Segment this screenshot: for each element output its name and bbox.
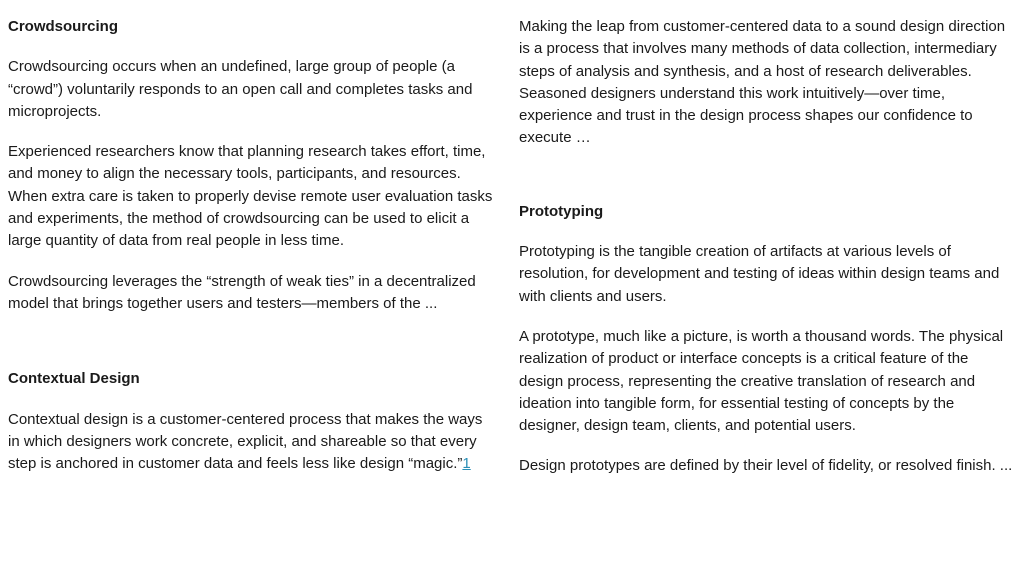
crowdsourcing-paragraph-2: Experienced researchers know that planning research takes effort, time, and money to align the necessary tools, participants, and resources. When extra care is taken to properly devise remote user evaluation tasks and experiments, the method of crowdsourcing can be used to elicit a large quantity of data from real people in less time.: [8, 143, 493, 250]
contextual-design-text: Contextual design is a customer-centered process that makes the ways in which designers work concrete, explicit, and shareable so that every step is anchored in customer data and feels less like design “magic.”: [8, 410, 483, 473]
section-spacer: [8, 315, 498, 368]
prototyping-paragraph-3: Design prototypes are defined by their level of fidelity, or resolved finish. ...: [519, 457, 1013, 475]
footnote-link[interactable]: 1: [462, 455, 471, 473]
prototyping-section: [519, 201, 1014, 478]
contextual-design-paragraph: [8, 409, 498, 476]
crowdsourcing-paragraph-1: Crowdsourcing occurs when an undefined, large group of people (a “crowd”) voluntarily responds to an open call and completes tasks and microprojects.: [8, 58, 473, 120]
crowdsourcing-section: [8, 16, 498, 315]
prototyping-heading: Prototyping: [519, 202, 604, 220]
section-spacer: [519, 150, 1014, 201]
contextual-design-heading: Contextual Design: [8, 370, 140, 388]
prototyping-paragraph-2: A prototype, much like a picture, is worth a thousand words. The physical realization of product or interface concepts is a critical feature of the design process, representing the creative translation of research and ideation into tangible form, for essential testing of concepts by the designer, design team, clients, and potential users.: [519, 327, 1004, 435]
contextual-design-section: [8, 368, 498, 475]
crowdsourcing-heading: Crowdsourcing: [8, 18, 119, 35]
prototyping-paragraph-1: Prototyping is the tangible creation of artifacts at various levels of resolution, for development and testing of ideas within design teams and with clients and users.: [519, 243, 1000, 305]
contextual-design-continuation: [519, 16, 1014, 150]
continuation-paragraph: Making the leap from customer-centered data to a sound design direction is a process that involves many methods of data collection, intermediary steps of analysis and synthesis, and a host of research deliverables. Seasoned designers understand this work intuitively—over time, experience and trust in the design process shapes our confidence to execute …: [519, 18, 1006, 147]
right-column: [519, 16, 1014, 478]
crowdsourcing-paragraph-3: Crowdsourcing leverages the “strength of weak ties” in a decentralized model that brings together users and testers—members of the ...: [8, 272, 476, 312]
left-column: [8, 16, 498, 475]
